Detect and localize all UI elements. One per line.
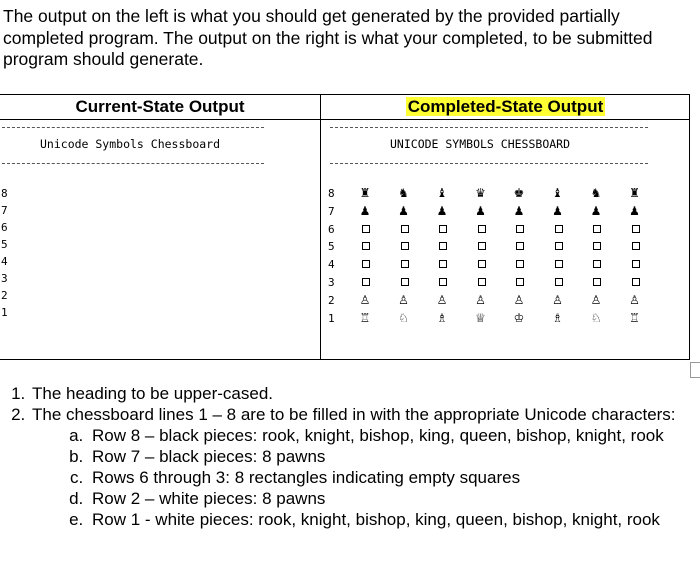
empty-square-icon <box>593 278 601 286</box>
left-rank-label: 4 <box>1 255 8 268</box>
left-rank-label: 8 <box>1 187 8 200</box>
sub-item-d: d. Row 2 – white pieces: 8 pawns <box>88 488 700 509</box>
completed-state-heading: Completed-State Output <box>407 97 604 116</box>
chess-piece-icon: ♙ <box>359 292 371 307</box>
right-rank-label: 5 <box>328 240 335 254</box>
empty-square-icon <box>401 260 409 268</box>
empty-square-icon <box>516 278 524 286</box>
chess-piece-icon: ♞ <box>590 186 602 200</box>
chess-piece-icon: ♙ <box>436 292 448 307</box>
left-rank-label: 7 <box>1 204 8 217</box>
empty-square-icon <box>632 260 640 268</box>
left-bottom-dash-line <box>2 163 264 164</box>
chess-piece-icon: ♞ <box>398 186 409 200</box>
empty-square-icon <box>362 242 370 250</box>
left-rank-label: 2 <box>1 289 8 302</box>
empty-square-icon <box>478 225 486 233</box>
chess-piece-icon: ♙ <box>629 292 640 307</box>
empty-square-icon <box>555 242 563 250</box>
chess-piece-icon: ♘ <box>398 310 409 325</box>
sub-item-b: b. Row 7 – black pieces: 8 pawns <box>88 446 700 467</box>
chess-piece-icon: ♟ <box>629 203 640 218</box>
empty-square-icon <box>516 225 524 233</box>
empty-square-icon <box>632 242 640 250</box>
right-top-dash-line <box>330 127 648 128</box>
requirement-item-2-text: The chessboard lines 1 – 8 are to be filled in with the appropriate Unicode characters: <box>32 405 676 424</box>
empty-square-icon <box>593 225 601 233</box>
right-rank-label: 3 <box>328 276 335 289</box>
intro-paragraph: The output on the left is what you should get generated by the provided partially completed program. The output on the right is what your completed, to be submitted program should generate. <box>3 6 653 69</box>
empty-square-icon <box>439 225 447 233</box>
chess-piece-icon: ♟ <box>398 203 409 218</box>
chess-piece-icon: ♙ <box>475 292 486 307</box>
empty-square-icon <box>516 242 524 250</box>
sub-item-c: c. Rows 6 through 3: 8 rectangles indicating empty squares <box>88 467 700 488</box>
empty-square-icon <box>401 278 409 286</box>
empty-square-icon <box>362 278 370 286</box>
chess-piece-icon: ♟ <box>590 203 602 218</box>
empty-square-icon <box>516 260 524 268</box>
empty-square-icon <box>401 242 409 250</box>
left-rank-label: 5 <box>1 238 8 251</box>
empty-square-icon <box>593 242 601 250</box>
empty-square-icon <box>555 260 563 268</box>
right-rank-label: 4 <box>328 258 335 272</box>
empty-square-icon <box>478 278 486 286</box>
chess-piece-icon: ♙ <box>552 292 563 307</box>
text-box-edge <box>690 362 700 378</box>
left-rank-label: 3 <box>1 272 8 285</box>
requirement-sublist <box>32 425 700 530</box>
right-rank-label: 7 <box>328 204 335 218</box>
right-rank-label: 1 <box>328 311 335 325</box>
requirements-list <box>0 383 700 530</box>
chess-piece-icon: ♕ <box>475 310 486 325</box>
chess-piece-icon: ♙ <box>590 292 602 307</box>
empty-square-icon <box>401 225 409 233</box>
chess-piece-icon: ♝ <box>552 186 563 200</box>
empty-square-icon <box>478 260 486 268</box>
left-rank-label: 1 <box>1 306 8 319</box>
chess-piece-icon: ♛ <box>475 186 486 200</box>
chess-piece-icon: ♖ <box>629 310 640 325</box>
chess-piece-icon: ♜ <box>359 186 371 200</box>
empty-square-icon <box>439 278 447 286</box>
chess-piece-icon: ♙ <box>398 292 409 307</box>
requirement-item-1: 1. The heading to be upper-cased. <box>30 383 700 404</box>
empty-square-icon <box>555 225 563 233</box>
sub-item-e: e. Row 1 - white pieces: rook, knight, bishop, king, queen, bishop, knight, rook <box>88 509 700 530</box>
current-state-heading: Current-State Output <box>75 97 245 116</box>
chess-piece-icon: ♟ <box>436 203 448 218</box>
chess-piece-icon: ♔ <box>513 310 525 325</box>
left-rank-label: 6 <box>1 221 8 234</box>
chess-piece-icon: ♗ <box>436 310 448 325</box>
empty-square-icon <box>362 225 370 233</box>
empty-square-icon <box>555 278 563 286</box>
column-divider <box>320 95 321 359</box>
right-rank-label: 2 <box>328 293 335 307</box>
chess-piece-icon: ♜ <box>629 186 640 200</box>
chess-piece-icon: ♝ <box>436 186 448 200</box>
chess-piece-icon: ♟ <box>359 203 371 218</box>
chess-piece-icon: ♗ <box>552 310 563 325</box>
left-top-dash-line <box>2 127 264 128</box>
empty-square-icon <box>362 260 370 268</box>
right-rank-label: 6 <box>328 222 335 236</box>
empty-square-icon <box>593 260 601 268</box>
completed-state-heading-cell <box>321 97 690 117</box>
right-rank-label: 8 <box>328 187 335 200</box>
chess-piece-icon: ♚ <box>513 186 525 200</box>
header-divider <box>0 119 689 120</box>
chess-piece-icon: ♖ <box>359 310 371 325</box>
chess-piece-icon: ♟ <box>552 203 563 218</box>
empty-square-icon <box>632 278 640 286</box>
empty-square-icon <box>478 242 486 250</box>
chess-piece-icon: ♙ <box>513 292 525 307</box>
right-bottom-dash-line <box>330 163 648 164</box>
output-comparison-table <box>0 94 690 360</box>
left-subtitle: Unicode Symbols Chessboard <box>40 137 221 151</box>
sub-item-a: a. Row 8 – black pieces: rook, knight, bishop, king, queen, bishop, knight, rook <box>88 425 700 446</box>
chess-piece-icon: ♟ <box>513 203 525 218</box>
empty-square-icon <box>439 260 447 268</box>
right-subtitle: UNICODE SYMBOLS CHESSBOARD <box>390 137 571 151</box>
empty-square-icon <box>632 225 640 233</box>
chess-piece-icon: ♟ <box>475 203 486 218</box>
requirement-item-2 <box>30 404 700 530</box>
empty-square-icon <box>439 242 447 250</box>
chess-piece-icon: ♘ <box>590 310 602 325</box>
